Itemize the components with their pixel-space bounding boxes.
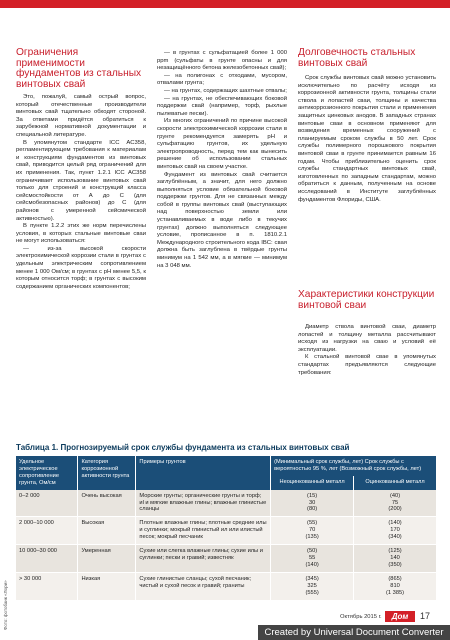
- column-3-text-b: [298, 324, 436, 377]
- cell-ungalvanized: (15) 30 (80): [271, 490, 354, 517]
- section-heading-limits: Ограничения применимости фундаментов из стальных винтовых свай: [16, 47, 142, 90]
- paragraph: Это, пожалуй, самый острый вопрос, который отечественные производители винтовых свай тщательно обходят стороной. За ответами придётся обратиться к зарубежной нормативной документации и специальной литературе.: [16, 94, 146, 138]
- page-number: 17: [420, 611, 431, 621]
- photo-credit: Фото: фотобанк «Лори»: [3, 580, 8, 630]
- paragraph: Из многих ограничений по причине высокой скорости электрохимической коррозии стали в грунте рекомендуется замерять pH и сульфатацию грунтов, их удельную электропроводность, перед тем как вынесить решение об использовании стальных винтовых свай на своем участке.: [157, 118, 287, 170]
- cell-category: Умеренная: [78, 545, 136, 573]
- column-3-text-a: [298, 75, 436, 204]
- service-life-table: [16, 456, 437, 601]
- magazine-logo: Дом: [385, 611, 415, 622]
- table-row: [16, 572, 437, 600]
- column-2-text: [157, 50, 287, 270]
- section-heading-characteristics: Характеристики конструкции винтовой сваи: [298, 289, 435, 311]
- paragraph: Фундамент из винтовых свай считается заглублённым, а значит, для него должно выполняться условие обязательной боковой поддержки грунтов. Для не связанных между собой в группы винтовых свай (выступающих над поверхностью земли или устанавливаемых в воде либо в текучих грунтах) должно выполняться следующее условие, прописанное в п. 1810.2.1 Международного строительного кода IBC: свая должна быть заглублена в твёрдые грунты минимум на 1 542 мм, а в мягкие — минимум на 3 048 мм.: [157, 171, 287, 269]
- header-ungalvanized: Неоцинкованный металл: [271, 476, 354, 489]
- paragraph: — на грунтах, не обеспечивающих боковой поддержки свай (например, торф, рыхлые пылеватые пески).: [157, 95, 287, 117]
- header-resistivity: Удельное электрическое сопротивление грунта, Ом/см: [16, 456, 78, 490]
- column-1-text: [16, 94, 146, 291]
- paragraph: — в грунтах с сульфатацией более 1 000 ppm (сульфаты в грунте опасны и для незащищённого бетона железобетонных свай);: [157, 50, 287, 72]
- cell-galvanized: (125) 140 (350): [354, 545, 437, 573]
- cell-galvanized: (865) 810 (1 385): [354, 572, 437, 600]
- header-category: Категория коррозионной активности грунта: [78, 456, 136, 490]
- cell-category: Очень высокая: [78, 490, 136, 517]
- section-heading-durability: Долговечность стальных винтовых свай: [298, 47, 416, 69]
- table-row: [16, 490, 437, 517]
- cell-examples: Сухие или слегка влажные глины; сухие илы и суглинки; пески и гравий; известняк: [136, 545, 271, 573]
- cell-category: Низкая: [78, 572, 136, 600]
- table-row: [16, 545, 437, 573]
- cell-resistivity: > 30 000: [16, 572, 78, 600]
- cell-ungalvanized: (345) 325 (555): [271, 572, 354, 600]
- cell-ungalvanized: (55) 70 (135): [271, 517, 354, 545]
- table-caption: Таблица 1. Прогнозируемый срок службы фундамента из стальных винтовых свай: [16, 443, 350, 452]
- cell-examples: Сухие глинистые сланцы; сухой песчаник; чистый и сухой песок и гравий; граниты: [136, 572, 271, 600]
- issue-date: Октябрь 2015 г.: [340, 614, 382, 620]
- paragraph: — из-за высокой скорости электрохимической коррозии стали в грунтах с удельным электрическим сопротивлением менее 1 000 Ом/см; в грунтах с pH менее 5,5, к которым относится торф; в грунтах с высоким содержанием органических компонентов;: [16, 245, 146, 290]
- converter-watermark: Created by Universal Document Converter: [258, 625, 450, 640]
- cell-resistivity: 0–2 000: [16, 490, 78, 517]
- cell-galvanized: (140) 170 (340): [354, 517, 437, 545]
- header-galvanized: Оцинкованный металл: [354, 476, 437, 489]
- cell-galvanized: (40) 75 (200): [354, 490, 437, 517]
- paragraph: — на грунтах, содержащих шахтные отвалы;: [164, 87, 287, 94]
- top-accent-bar: [0, 0, 450, 8]
- paragraph: Диаметр ствола винтовой сваи, диаметр лопастей и толщину металла рассчитывают исходя из нагрузки на сваю и условий её эксплуатации.: [298, 324, 436, 353]
- cell-resistivity: 10 000–30 000: [16, 545, 78, 573]
- paragraph: — на полигонах с отходами, мусором, отвалами грунта;: [157, 72, 287, 87]
- cell-category: Высокая: [78, 517, 136, 545]
- cell-examples: Плотные влажные глины; плотные средние илы и суглинки; мокрый глинистый ил или илистый песок; мокрый песчаник: [136, 517, 271, 545]
- header-examples: Примеры грунтов: [136, 456, 271, 490]
- header-service-life: (Минимальный срок службы, лет) Срок службы с вероятностью 95 %, лет (Возможный срок службы, лет): [271, 456, 437, 476]
- paragraph: В пункте 1.2.2 этих же норм перечислены условия, в которых стальные винтовые сваи не могут использоваться:: [16, 223, 146, 245]
- paragraph: В упомянутом стандарте ICC AC358, регламентирующем требования к материалам и конструкциям фундаментов из винтовых свай, приводится целый ряд ограничений для их применения. Так, пункт 1.2.1 ICC AC358 ограничивает использование винтовых свай только для строений и конструкций класса сейсмостойкости от А до С (для сейсмобезопасных районов) до С (для районов с умеренной сейсмической активностью).: [16, 139, 146, 222]
- cell-resistivity: 2 000–10 000: [16, 517, 78, 545]
- paragraph: Срок службы винтовых свай можно установить исключительно по расчёту исходя из коррозионной активности грунта, толщины стали ствола и лопастей сваи, толщины и качества антикоррозионного покрытия стали и применения защитных цинковых анодов. В западных странах винтовые сваи в основном применяют для возведения временных сооружений с планируемым сроком службы в 50 лет. Срок службы полимерного порошкового покрытия винтовой сваи в грунте принимается равным 16 годам. Чтобы приблизительно оценить срок службы стандартных винтовых свай, изготовленных по западным стандартам, можно обратиться к данным, полученным на основе исследований в Институте заглублённых фундаментов Флориды, США.: [298, 75, 436, 203]
- table-row: [16, 517, 437, 545]
- cell-ungalvanized: (50) 55 (140): [271, 545, 354, 573]
- paragraph: К стальной винтовой свае в упомянутых стандартах предъявляются следующие требования:: [298, 354, 436, 376]
- cell-examples: Морские грунты; органические грунты и торф; иl и мягкие влажные глины; влажные глинистые сланцы: [136, 490, 271, 517]
